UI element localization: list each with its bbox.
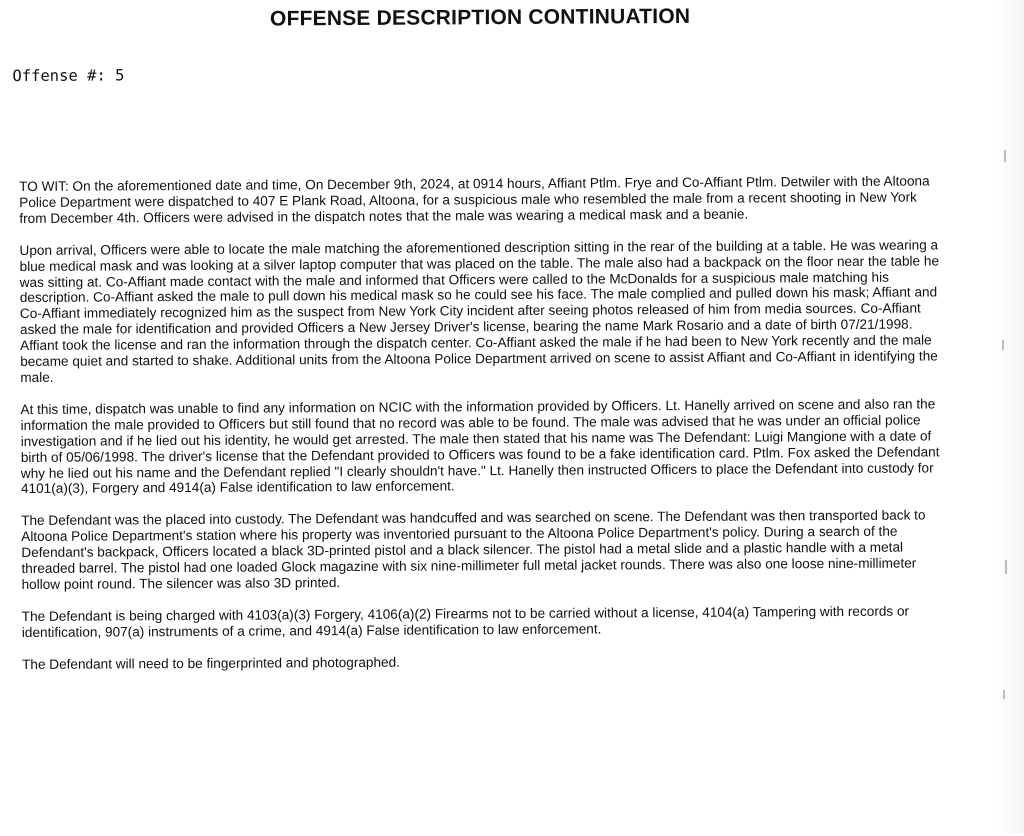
scan-mark bbox=[1005, 560, 1007, 574]
scan-edge bbox=[994, 0, 1024, 833]
page-title: OFFENSE DESCRIPTION CONTINUATION bbox=[269, 4, 691, 31]
scan-mark bbox=[1003, 690, 1005, 699]
paragraph-fingerprint: The Defendant will need to be fingerprinted and photographed. bbox=[22, 654, 400, 672]
narrative-body bbox=[19, 173, 942, 688]
scan-mark bbox=[1004, 150, 1006, 162]
paragraph-to-wit: TO WIT: On the aforementioned date and time, On December 9th, 2024, at 0914 hours, Affiant Ptlm. Frye and Co-Affiant Ptlm. Detwiler with the Altoona Police Department were dispatched to 407 E Plank Road, Altoona, for a suspicious male who resembled the male from a recent shooting in New York from December 4th. Officers were advised in the dispatch notes that the male was wearing a medical mask and a beanie. bbox=[19, 173, 930, 226]
paragraph-charges: The Defendant is being charged with 4103(a)(3) Forgery, 4106(a)(2) Firearms not to be carried without a license, 4104(a) Tampering with records or identification, 907(a) instruments of a crime, and 4914(a) False identification to law enforcement. bbox=[21, 603, 910, 640]
paragraph-custody: The Defendant was the placed into custody. The Defendant was handcuffed and was searched on scene. The Defendant was then transported back to Altoona Police Department's station where his property was inventoried pursuant to the Altoona Police Department's policy. During a search of the Defendant's backpack, Officers located a black 3D-printed pistol and a black silencer. The pistol had a metal slide and a plastic handle with a metal threaded barrel. The pistol had one loaded Glock magazine with six nine-millimeter full metal jacket rounds. There was also one loose nine-millimeter hollow point round. The silencer was also 3D printed. bbox=[21, 507, 926, 592]
scan-mark bbox=[1002, 340, 1004, 350]
offense-number: Offense #: 5 bbox=[12, 66, 125, 86]
paragraph-arrival: Upon arrival, Officers were able to locate the male matching the aforementioned description sitting in the rear of the building at a table. He was wearing a blue medical mask and was looking at a silver laptop computer that was placed on the table. The male also had a backpack on the floor near the table he was sitting at. Co-Affiant made contact with the male and informed that Officers were called to the McDonalds for a suspicious male matching his description. Co-Affiant asked the male to pull down his medical mask so he could see his face. The male complied and pulled down his mask; Affiant and Co-Affiant immediately recognized him as the suspect from New York City incident after seeing photos released of him from media sources. Co-Affiant asked the male for identification and provided Officers a New Jersey Driver's license, bearing the name Mark Rosario and a date of birth 07/21/1998. Affiant took the license and ran the information through the dispatch center. Co-Affiant asked the male if he had been to New York recently and the male became quiet and started to shake. Additional units from the Altoona Police Department arrived on scene to assist Affiant and Co-Affiant in identifying the male. bbox=[19, 237, 940, 385]
paragraph-identification: At this time, dispatch was unable to find any information on NCIC with the information provided by Officers. Lt. Hanelly arrived on scene and also ran the information the male provided to Officers but still found that no record was able to be found. The male was advised that he was under an official police investigation and if he lied out his identity, he would get arrested. The male then stated that his name was The Defendant: Luigi Mangione with a date of birth of 05/06/1998. The driver's license that the Defendant provided to Officers was found to be a fake identification card. Ptlm. Fox asked the Defendant why he lied out his name and the Defendant replied "I clearly shouldn't have." Lt. Hanelly then instructed Officers to place the Defendant into custody for 4101(a)(3), Forgery and 4914(a) False identification to law enforcement. bbox=[20, 396, 940, 497]
